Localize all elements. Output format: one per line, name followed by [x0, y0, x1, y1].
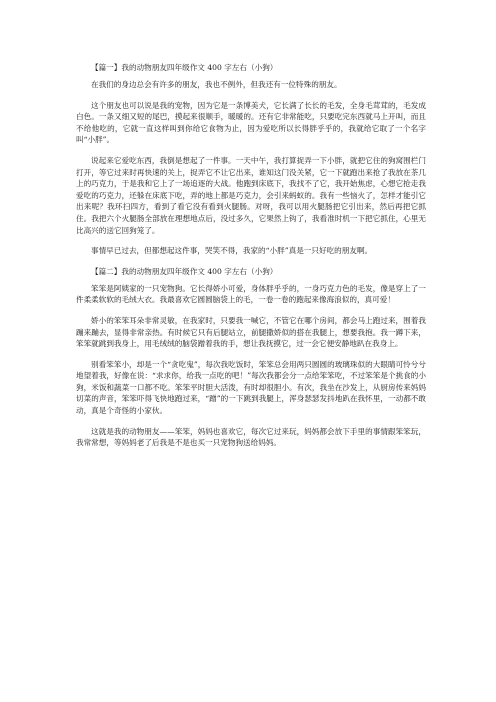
article-1-paragraph-4: 事情早已过去，但都想起这件事，哭笑不得，我家的“小胖”真是一只好吃的朋友啊。 — [91, 246, 373, 256]
article-1-paragraph-3: 说起来它爱吃东西，我倒是想起了一件事。一天中午，我打算捉弄一下小胖，就把它住的狗窝围栏门打开，等它过来时再快速的关上，捉弄它不让它出来，谁知这门没关紧，它一下就跑出来抢了我放在茶几上的巧克力，于是我和它上了一场追逐的大战。他跑到床底下，我找不了它，我开始焦虑，心想它抢走我爱吃的巧克力，还躲在床底下吃，弄的地上都是巧克力，会引来蚂蚁的。我有一些恼火了，怎样才能引它出来呢？我环扫四方，看到了看它没有看到火腿肠。对呀，我可以用火腿肠把它引出来，然后再把它抓住。我把六个火腿肠全部放在理想地点后，没过多久，它果然上钩了，我看准时机一下把它抓住，心里无比高兴的送它回狗笼了。 — [76, 155, 426, 235]
article-2-paragraph-1: 笨笨是阿姨家的一只宠物狗。它长得娇小可爱，身体胖乎乎的，一身巧克力色的毛发，像是穿上了一件柔柔软软的毛绒大衣。我最喜欢它圆圆脑袋上的毛，一卷一卷的跑起来像海浪似的，真可爱！ — [76, 283, 426, 305]
article-2-paragraph-2: 娇小的笨笨耳朵非常灵敏，在我家时，只要我一喊它，不管它在哪个房间，都会马上跑过来，围着我蹦来蹦去，显得非常亲热。有时候它只有后腿站立，前腿撒娇似的搭在我腿上，想要我抱。我一蹲下来，笨笨就跳到我身上，用毛绒绒的脑袋蹭着我的手，想让我抚摸它，过一会它便安静地趴在我身上。 — [76, 315, 426, 349]
article-1-paragraph-1: 在我们的身边总会有许多的朋友，我也不例外，但我还有一位特殊的朋友。 — [91, 80, 342, 89]
document-page — [76, 62, 426, 458]
article-1-title: 【篇一】我的动物朋友四年级作文 400 字左右（小狗） — [91, 63, 278, 72]
article-2-title: 【篇二】我的动物朋友四年级作文 400 字左右（小狗） — [91, 266, 278, 276]
article-2-paragraph-4: 这就是我的动物朋友——笨笨，妈妈也喜欢它，每次它过来玩，妈妈都会放下手里的事情跟笨笨玩，我常常想，等妈妈老了后我是不是也买一只宠物狗送给妈妈。 — [76, 426, 426, 448]
article-1-paragraph-2: 这个朋友也可以说是我的宠物，因为它是一条博美犬，它长满了长长的毛发，全身毛茸茸的，毛发成白色。一条又细又短的尾巴，摸起来很顺手，暖暖的。还有它非常能吃，只要吃完东西就马上开叫，而且不给他吃的，它就一直这样叫到你给它食物为止，因为爱吃所以长得胖乎乎的，我就给它取了一个名字叫“小胖”。 — [76, 100, 426, 145]
article-2-paragraph-3: 别看笨笨小，却是一个“贪吃鬼”，每次我吃饭时，笨笨总会用两只圆圆的玻璃珠似的大眼睛可怜兮兮地望着我，好像在说：“求求你，给我一点吃的吧！”每次我都会分一点给笨笨吃，不过笨笨是个挑食的小狗，米饭和蔬菜一口都不吃。笨笨平时胆大活泼，有时却很胆小。有次，我坐在沙发上，从厨房传来妈妈切菜的声音，笨笨吓得飞快地跑过来，“蹭”的一下跳到我腿上，浑身瑟瑟发抖地趴在我怀里，一动都不敢动，真是个奇怪的小家伙。 — [76, 359, 426, 416]
